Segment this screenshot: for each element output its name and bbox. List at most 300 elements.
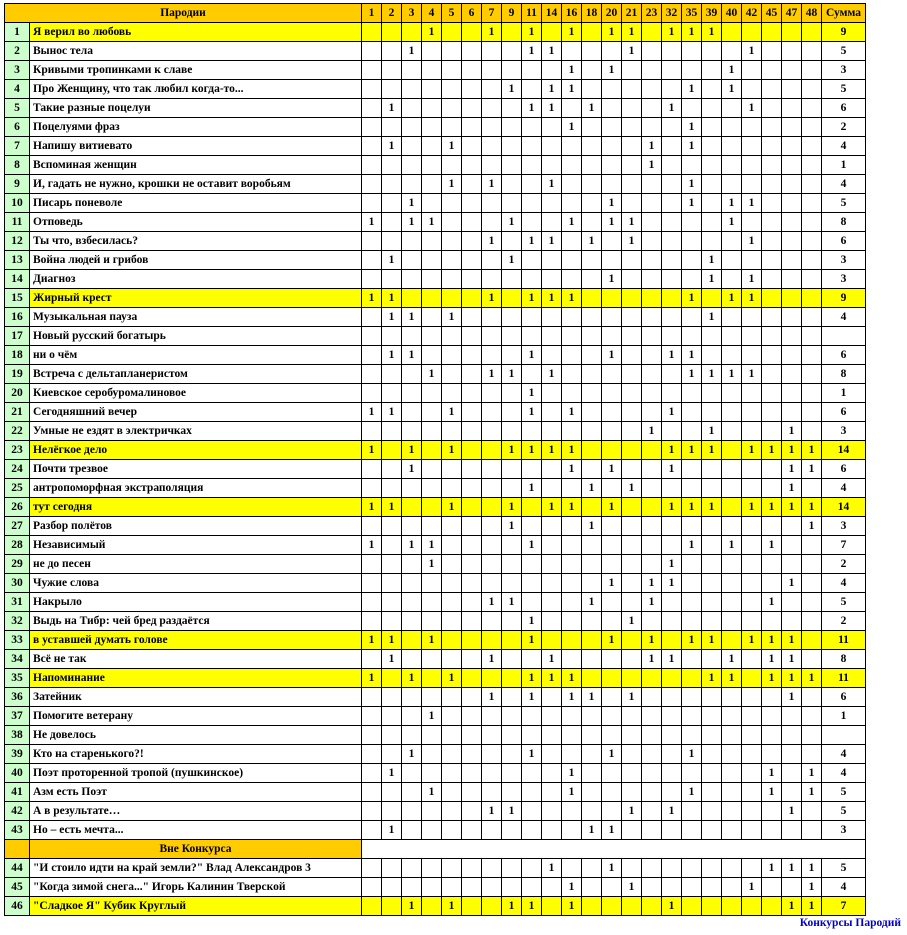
- vote-cell: 1: [562, 460, 582, 479]
- table-row: [5, 346, 866, 365]
- vote-cell: [502, 403, 522, 422]
- vote-cell: 1: [742, 365, 762, 384]
- vote-cell: 1: [562, 403, 582, 422]
- vote-cell: [622, 137, 642, 156]
- vote-cell: [662, 80, 682, 99]
- sum-cell: 3: [822, 422, 866, 441]
- vote-cell: [382, 23, 402, 42]
- vote-cell: [482, 517, 502, 536]
- vote-cell: [722, 897, 742, 916]
- vote-cell: [502, 650, 522, 669]
- vote-cell: [622, 80, 642, 99]
- vote-cell: [382, 422, 402, 441]
- vote-cell: [802, 365, 822, 384]
- vote-cell: [402, 422, 422, 441]
- table-row: [5, 61, 866, 80]
- table-row: [5, 308, 866, 327]
- vote-cell: 1: [742, 289, 762, 308]
- vote-cell: [742, 308, 762, 327]
- vote-cell: 1: [742, 42, 762, 61]
- vote-cell: 1: [702, 308, 722, 327]
- row-number: 34: [5, 650, 30, 669]
- vote-cell: [762, 726, 782, 745]
- vote-cell: [462, 99, 482, 118]
- table-row: [5, 859, 866, 878]
- vote-cell: [482, 897, 502, 916]
- vote-cell: [602, 764, 622, 783]
- vote-cell: [762, 194, 782, 213]
- vote-cell: [762, 118, 782, 137]
- vote-cell: 1: [562, 897, 582, 916]
- vote-cell: [422, 726, 442, 745]
- vote-cell: [522, 213, 542, 232]
- vote-cell: [742, 897, 762, 916]
- vote-cell: 1: [522, 688, 542, 707]
- vote-cell: [562, 479, 582, 498]
- vote-cell: [762, 308, 782, 327]
- vote-cell: [422, 498, 442, 517]
- sum-cell: 5: [822, 194, 866, 213]
- vote-cell: [802, 802, 822, 821]
- vote-cell: [382, 118, 402, 137]
- vote-cell: [442, 99, 462, 118]
- table-row: [5, 707, 866, 726]
- vote-cell: [662, 669, 682, 688]
- vote-cell: [642, 251, 662, 270]
- vote-cell: [782, 555, 802, 574]
- vote-cell: 1: [442, 137, 462, 156]
- vote-cell: [382, 460, 402, 479]
- parody-title: Разбор полётов: [30, 517, 362, 536]
- vote-cell: [502, 460, 522, 479]
- vote-cell: 1: [782, 422, 802, 441]
- vote-cell: [562, 517, 582, 536]
- vote-cell: [762, 137, 782, 156]
- vote-cell: [402, 764, 422, 783]
- sum-cell: 6: [822, 403, 866, 422]
- vote-cell: 1: [502, 593, 522, 612]
- vote-cell: [742, 61, 762, 80]
- row-number: 10: [5, 194, 30, 213]
- sum-cell: 4: [822, 764, 866, 783]
- vote-cell: [662, 118, 682, 137]
- vote-cell: [622, 61, 642, 80]
- vote-cell: [422, 574, 442, 593]
- vote-cell: [522, 365, 542, 384]
- vote-cell: [582, 61, 602, 80]
- vote-cell: [442, 745, 462, 764]
- vote-cell: 1: [622, 878, 642, 897]
- vote-cell: [662, 517, 682, 536]
- vote-cell: [462, 783, 482, 802]
- vote-cell: 1: [602, 460, 622, 479]
- vote-cell: [402, 270, 422, 289]
- vote-cell: [702, 593, 722, 612]
- vote-cell: [402, 289, 422, 308]
- vote-cell: [542, 308, 562, 327]
- vote-cell: [582, 631, 602, 650]
- vote-cell: [382, 859, 402, 878]
- vote-cell: [722, 479, 742, 498]
- vote-cell: 1: [362, 289, 382, 308]
- row-number: 24: [5, 460, 30, 479]
- vote-cell: [542, 327, 562, 346]
- vote-cell: 1: [542, 498, 562, 517]
- vote-cell: [802, 707, 822, 726]
- footer-link[interactable]: Конкурсы Пародий: [799, 917, 901, 929]
- vote-cell: [422, 346, 442, 365]
- vote-cell: [462, 650, 482, 669]
- vote-cell: [622, 498, 642, 517]
- vote-cell: [802, 479, 822, 498]
- vote-cell: [402, 327, 422, 346]
- vote-cell: [762, 270, 782, 289]
- vote-cell: [782, 764, 802, 783]
- vote-cell: [742, 859, 762, 878]
- vote-cell: [662, 878, 682, 897]
- vote-cell: [742, 137, 762, 156]
- vote-cell: [602, 156, 622, 175]
- vote-cell: [502, 555, 522, 574]
- vote-cell: [782, 346, 802, 365]
- vote-cell: 1: [662, 897, 682, 916]
- vote-cell: [542, 631, 562, 650]
- header-row: [5, 4, 866, 23]
- vote-cell: [682, 707, 702, 726]
- vote-cell: 1: [402, 42, 422, 61]
- vote-cell: [582, 346, 602, 365]
- vote-cell: [662, 232, 682, 251]
- table-row: [5, 289, 866, 308]
- vote-cell: [462, 80, 482, 99]
- vote-cell: [562, 650, 582, 669]
- vote-cell: [502, 707, 522, 726]
- vote-cell: [462, 460, 482, 479]
- vote-cell: [602, 80, 622, 99]
- vote-cell: [662, 175, 682, 194]
- vote-cell: [602, 289, 622, 308]
- vote-cell: 1: [602, 213, 622, 232]
- vote-cell: [462, 137, 482, 156]
- vote-cell: [382, 802, 402, 821]
- table-row: [5, 118, 866, 137]
- vote-cell: [602, 536, 622, 555]
- vote-cell: [382, 479, 402, 498]
- vote-cell: [382, 555, 402, 574]
- vote-cell: [522, 137, 542, 156]
- vote-cell: [542, 688, 562, 707]
- vote-cell: [422, 232, 442, 251]
- vote-cell: [682, 669, 702, 688]
- vote-cell: [582, 650, 602, 669]
- vote-cell: [442, 346, 462, 365]
- vote-cell: [562, 232, 582, 251]
- vote-cell: [602, 707, 622, 726]
- vote-cell: [602, 137, 622, 156]
- vote-cell: [442, 61, 462, 80]
- vote-cell: [462, 878, 482, 897]
- sum-cell: 2: [822, 555, 866, 574]
- vote-cell: [462, 156, 482, 175]
- parody-title: не до песен: [30, 555, 362, 574]
- vote-cell: [602, 593, 622, 612]
- vote-cell: 1: [502, 365, 522, 384]
- vote-cell: [802, 574, 822, 593]
- sum-cell: 5: [822, 42, 866, 61]
- vote-cell: 1: [602, 859, 622, 878]
- vote-cell: [662, 745, 682, 764]
- vote-cell: 1: [502, 213, 522, 232]
- vote-cell: [562, 175, 582, 194]
- vote-cell: [642, 764, 662, 783]
- vote-cell: 1: [362, 498, 382, 517]
- sum-cell: 7: [822, 897, 866, 916]
- vote-cell: [702, 802, 722, 821]
- vote-cell: [782, 23, 802, 42]
- vote-cell: [742, 175, 762, 194]
- table-row: [5, 536, 866, 555]
- vote-cell: [362, 878, 382, 897]
- vote-cell: 1: [562, 118, 582, 137]
- vote-cell: [722, 555, 742, 574]
- vote-cell: [602, 517, 622, 536]
- vote-cell: [702, 726, 722, 745]
- vote-cell: [442, 517, 462, 536]
- vote-cell: [462, 384, 482, 403]
- vote-cell: [522, 783, 542, 802]
- vote-cell: [382, 726, 402, 745]
- vote-cell: [622, 460, 642, 479]
- vote-cell: [722, 251, 742, 270]
- vote-cell: [702, 574, 722, 593]
- vote-cell: 1: [722, 365, 742, 384]
- vote-cell: [362, 783, 382, 802]
- vote-cell: [742, 574, 762, 593]
- vote-cell: [682, 479, 702, 498]
- vote-cell: [642, 726, 662, 745]
- vote-cell: [722, 99, 742, 118]
- vote-cell: [762, 213, 782, 232]
- vote-cell: [662, 422, 682, 441]
- vote-cell: [482, 460, 502, 479]
- sum-cell: 3: [822, 61, 866, 80]
- parody-title: Накрыло: [30, 593, 362, 612]
- vote-cell: [742, 745, 762, 764]
- vote-cell: [402, 80, 422, 99]
- vote-cell: [782, 384, 802, 403]
- vote-cell: 1: [622, 23, 642, 42]
- vote-cell: [662, 821, 682, 840]
- sum-cell: 9: [822, 289, 866, 308]
- vote-cell: 1: [622, 42, 642, 61]
- vote-cell: [462, 118, 482, 137]
- vote-cell: 1: [742, 878, 762, 897]
- vote-cell: 1: [782, 574, 802, 593]
- vote-cell: 1: [562, 289, 582, 308]
- vote-cell: [802, 688, 822, 707]
- vote-cell: [422, 308, 442, 327]
- vote-cell: 1: [362, 213, 382, 232]
- vote-cell: [642, 42, 662, 61]
- vote-cell: [482, 42, 502, 61]
- vote-cell: [422, 270, 442, 289]
- vote-cell: [622, 384, 642, 403]
- vote-cell: 1: [382, 498, 402, 517]
- vote-cell: [542, 783, 562, 802]
- vote-cell: [782, 289, 802, 308]
- sum-cell: 5: [822, 859, 866, 878]
- vote-cell: [522, 821, 542, 840]
- vote-cell: [422, 764, 442, 783]
- table-row: [5, 175, 866, 194]
- vote-cell: [442, 878, 462, 897]
- vote-cell: [802, 270, 822, 289]
- vote-cell: [582, 574, 602, 593]
- vote-cell: [562, 593, 582, 612]
- vote-cell: 1: [622, 802, 642, 821]
- vote-cell: [742, 517, 762, 536]
- vote-cell: [462, 308, 482, 327]
- vote-cell: 1: [702, 23, 722, 42]
- vote-cell: [442, 555, 462, 574]
- vote-cell: 1: [802, 669, 822, 688]
- sum-cell: 2: [822, 612, 866, 631]
- vote-cell: 1: [382, 346, 402, 365]
- vote-cell: 1: [502, 441, 522, 460]
- vote-cell: 1: [762, 783, 782, 802]
- vote-cell: [782, 745, 802, 764]
- vote-cell: 1: [362, 669, 382, 688]
- vote-cell: [382, 878, 402, 897]
- vote-cell: [742, 213, 762, 232]
- vote-cell: 1: [662, 460, 682, 479]
- table-row: [5, 555, 866, 574]
- vote-cell: [442, 479, 462, 498]
- vote-cell: [462, 726, 482, 745]
- vote-cell: [702, 42, 722, 61]
- vote-cell: [482, 479, 502, 498]
- vote-cell: [382, 897, 402, 916]
- vote-cell: 1: [762, 536, 782, 555]
- vote-cell: [482, 327, 502, 346]
- row-number: 35: [5, 669, 30, 688]
- table-body: [5, 23, 866, 916]
- vote-cell: 1: [522, 669, 542, 688]
- vote-cell: [442, 707, 462, 726]
- sum-cell: 6: [822, 99, 866, 118]
- vote-cell: [742, 707, 762, 726]
- vote-cell: [482, 859, 502, 878]
- vote-cell: [622, 441, 642, 460]
- vote-cell: 1: [362, 441, 382, 460]
- vote-cell: [462, 289, 482, 308]
- vote-cell: 1: [662, 498, 682, 517]
- vote-cell: [722, 232, 742, 251]
- vote-cell: 1: [502, 517, 522, 536]
- vote-cell: [482, 61, 502, 80]
- vote-cell: 1: [422, 631, 442, 650]
- sum-cell: 5: [822, 783, 866, 802]
- parody-table: [4, 3, 866, 916]
- vote-cell: [402, 403, 422, 422]
- vote-cell: [582, 384, 602, 403]
- vote-cell: [582, 175, 602, 194]
- vote-cell: [542, 612, 562, 631]
- vote-cell: [542, 251, 562, 270]
- vote-cell: [522, 194, 542, 213]
- vote-cell: 1: [482, 289, 502, 308]
- vote-cell: [542, 194, 562, 213]
- vote-cell: [682, 384, 702, 403]
- vote-cell: 1: [602, 498, 622, 517]
- vote-cell: 1: [662, 23, 682, 42]
- vote-cell: [522, 270, 542, 289]
- vote-cell: [482, 498, 502, 517]
- vote-cell: [462, 327, 482, 346]
- vote-cell: [502, 574, 522, 593]
- vote-cell: 1: [782, 669, 802, 688]
- parody-title: антропоморфная экстраполяция: [30, 479, 362, 498]
- parody-title: Не довелось: [30, 726, 362, 745]
- vote-cell: 1: [682, 23, 702, 42]
- vote-cell: [582, 460, 602, 479]
- table-row: [5, 384, 866, 403]
- vote-cell: [742, 460, 762, 479]
- vote-cell: [542, 897, 562, 916]
- table-row: [5, 821, 866, 840]
- vote-cell: 1: [522, 346, 542, 365]
- row-number: 41: [5, 783, 30, 802]
- vote-cell: [462, 821, 482, 840]
- vote-cell: [782, 707, 802, 726]
- vote-cell: 1: [682, 118, 702, 137]
- vote-cell: 1: [682, 441, 702, 460]
- vote-cell: [442, 232, 462, 251]
- vote-cell: [802, 42, 822, 61]
- vote-cell: [602, 308, 622, 327]
- vote-cell: [662, 42, 682, 61]
- table-row: [5, 365, 866, 384]
- vote-cell: 1: [602, 194, 622, 213]
- vote-cell: [642, 194, 662, 213]
- vote-cell: [742, 688, 762, 707]
- header-col: 40: [722, 4, 742, 23]
- vote-cell: [802, 555, 822, 574]
- vote-cell: [642, 878, 662, 897]
- vote-cell: [502, 327, 522, 346]
- vote-cell: [762, 479, 782, 498]
- vote-cell: [702, 650, 722, 669]
- vote-cell: [662, 365, 682, 384]
- vote-cell: [362, 707, 382, 726]
- vote-cell: [362, 688, 382, 707]
- vote-cell: [442, 327, 462, 346]
- header-col: 16: [562, 4, 582, 23]
- vote-cell: [602, 251, 622, 270]
- vote-cell: 1: [602, 23, 622, 42]
- vote-cell: 1: [382, 251, 402, 270]
- vote-cell: [682, 897, 702, 916]
- table-row: [5, 327, 866, 346]
- vote-cell: [382, 232, 402, 251]
- vote-cell: 1: [402, 346, 422, 365]
- vote-cell: [462, 403, 482, 422]
- vote-cell: 1: [682, 137, 702, 156]
- vote-cell: [582, 745, 602, 764]
- vote-cell: 1: [562, 23, 582, 42]
- parody-title: Встреча с дельтапланеристом: [30, 365, 362, 384]
- vote-cell: [722, 517, 742, 536]
